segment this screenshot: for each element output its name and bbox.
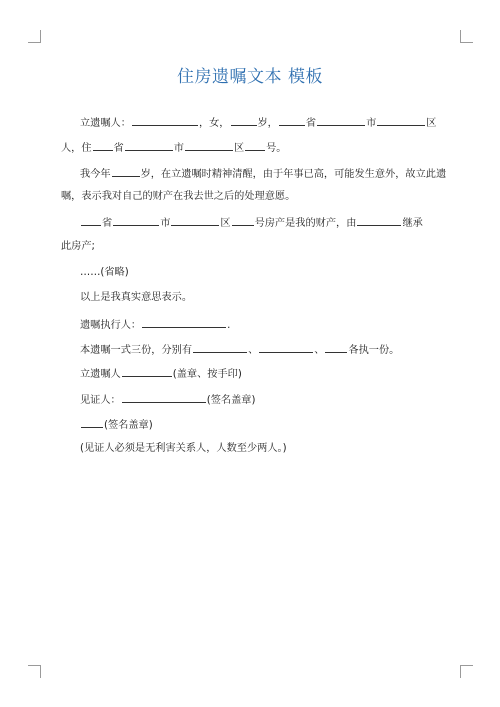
property-text: 号房产是我的财产，由 (254, 218, 357, 229)
crop-mark-top-right (460, 30, 473, 43)
witness-requirement-note: (见证人必须是无利害关系人，人数至少两人。) (80, 443, 287, 454)
copies-line (0, 342, 500, 358)
statement-line-2 (0, 190, 500, 204)
prop-city-label: 市 (160, 218, 171, 229)
property-line-1 (0, 215, 500, 231)
property-text-2: 此房产; (61, 241, 95, 252)
res-number-label: 号。 (266, 143, 287, 154)
prop-district-label: 区 (220, 218, 231, 229)
res-city-blank[interactable] (125, 140, 173, 151)
res-number-blank[interactable] (245, 140, 265, 151)
note-line (0, 442, 500, 456)
testator-sign-label: 立遗嘱人 (80, 369, 121, 380)
prop-province-label: 省 (102, 218, 113, 229)
executor-label: 遗嘱执行人： (80, 320, 142, 331)
witness-blank[interactable] (122, 392, 206, 403)
testator-sign-note: (盖章、按手印) (172, 369, 242, 380)
age-blank[interactable] (231, 115, 257, 126)
city-label: 市 (366, 118, 377, 129)
witness-line (0, 392, 500, 408)
statement-text-1: 岁，在立遗嘱时精神清醒，由于年事已高，可能发生意外，故立此遗 (140, 169, 447, 180)
witness2-blank[interactable] (81, 417, 103, 428)
prop-district-blank[interactable] (171, 215, 219, 226)
district-label: 区 (426, 118, 437, 129)
witness2-line (0, 417, 500, 433)
inherit-label: 继承 (402, 218, 423, 229)
crop-mark-bottom-left (28, 665, 41, 678)
res-district-blank[interactable] (185, 140, 233, 151)
holder-3-blank[interactable] (325, 342, 347, 353)
heir-blank[interactable] (357, 215, 401, 226)
holder-2-blank[interactable] (259, 342, 313, 353)
crop-mark-bottom-right (460, 665, 473, 678)
copies-end: 各执一份。 (348, 345, 400, 356)
res-province-blank[interactable] (93, 140, 113, 151)
copies-sep-1: 、 (248, 345, 259, 356)
testator-sign-line (0, 366, 500, 382)
crop-mark-top-left (28, 30, 41, 43)
witness-note: (签名盖章) (206, 395, 256, 406)
testator-line-2 (0, 140, 500, 156)
statement-line-1 (0, 166, 500, 182)
age-unit: 岁， (257, 118, 278, 129)
executor-line (0, 317, 500, 333)
statement-text-2: 嘱，表示我对自己的财产在我去世之后的处理意愿。 (61, 191, 296, 202)
testator-label: 立遗嘱人： (80, 118, 131, 129)
omitted-text: ……(省略) (80, 267, 129, 278)
province-blank[interactable] (279, 115, 305, 126)
prop-city-blank[interactable] (113, 215, 159, 226)
witness2-note: (签名盖章) (104, 420, 153, 431)
prop-province-blank[interactable] (81, 215, 101, 226)
testator-sign-blank[interactable] (122, 366, 172, 377)
current-age-blank[interactable] (112, 166, 140, 177)
district-blank[interactable] (377, 115, 425, 126)
witness-label: 见证人： (80, 395, 121, 406)
declaration-text: 以上是我真实意思表示。 (80, 292, 193, 303)
res-province-label: 省 (113, 143, 124, 154)
residence-label: 人，住 (61, 143, 92, 154)
name-blank[interactable] (132, 115, 198, 126)
province-label: 省 (305, 118, 317, 129)
gender-text: ，女， (198, 118, 230, 129)
document-title: 住房遗嘱文本 模板 (177, 67, 323, 87)
executor-end: . (227, 320, 231, 331)
omitted-line (0, 266, 500, 280)
copies-sep-2: 、 (314, 345, 325, 356)
res-district-label: 区 (233, 143, 245, 154)
executor-blank[interactable] (142, 317, 226, 328)
copies-text: 本遗嘱一式三份，分别有 (80, 345, 193, 356)
city-blank[interactable] (317, 115, 365, 126)
res-city-label: 市 (173, 143, 184, 154)
declaration-line (0, 291, 500, 305)
property-line-2 (0, 240, 500, 254)
testator-line-1 (0, 115, 500, 131)
holder-1-blank[interactable] (193, 342, 247, 353)
prop-number-blank[interactable] (232, 215, 254, 226)
statement-prefix: 我今年 (80, 169, 111, 180)
